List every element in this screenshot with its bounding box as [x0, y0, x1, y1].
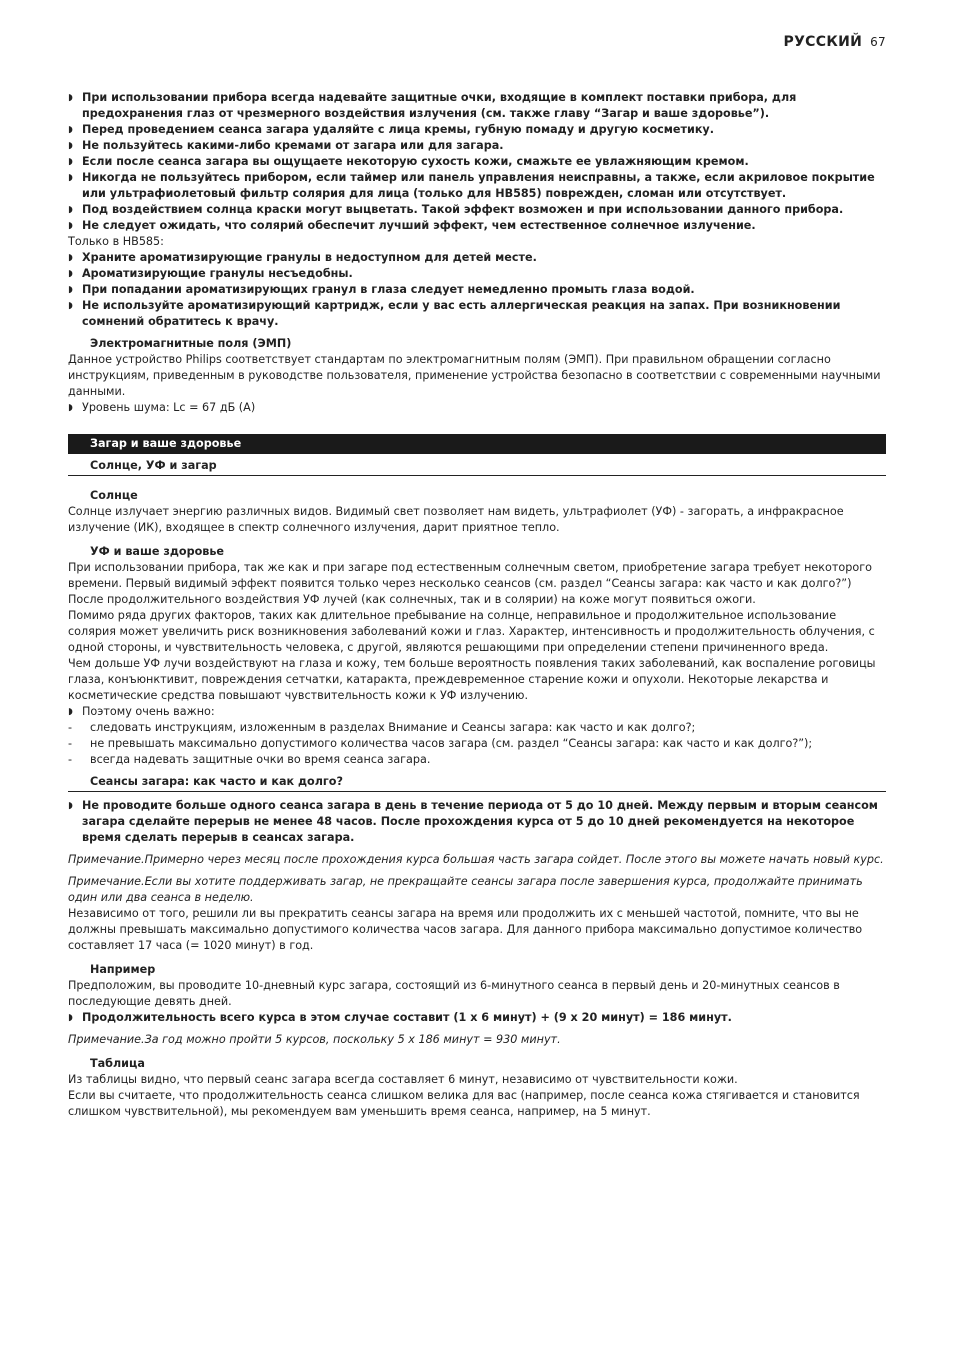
list-item: ◗ Храните ароматизирующие гранулы в недоступном для детей месте. — [68, 251, 537, 264]
list-item: ◗ Никогда не пользуйтесь прибором, если таймер или панель управления неисправны, а также, если акриловое покрытие или ультрафиолетовый фильтр солярия для лица (только для HB585) поврежден, сломан или отсутствует. — [68, 171, 875, 200]
list-item: ◗ Не используйте ароматизирующий картридж, если у вас есть аллергическая реакция на запах. При возникновении сомнений обратитесь к врачу. — [68, 299, 841, 328]
header-title: РУССКИЙ — [783, 34, 863, 50]
list-item: ◗ Если после сеанса загара вы ощущаете некоторую сухость кожи, смажьте ее увлажняющим кремом. — [68, 155, 749, 168]
bullet-icon: ◗ — [68, 173, 73, 183]
noise-item: ◗ Уровень шума: Lc = 67 дБ (A) — [68, 401, 256, 414]
page-number: 67 — [870, 35, 886, 49]
note: Примечание.Примерно через месяц после прохождения курса большая часть загара сойдет. После этого вы можете начать новый курс. — [68, 853, 884, 866]
page-body — [68, 30, 886, 1120]
note: Примечание.За год можно пройти 5 курсов, поскольку 5 x 186 минут = 930 минут. — [68, 1033, 561, 1046]
sessions-text: Независимо от того, решили ли вы прекратить сеансы загара на время или продолжить их с меньшей частотой, помните, что вы не должны превышать максимально допустимого количества часов загара. Для данного прибора максимально допустимое количество составляет 17 часа (= 1020 минут) в год. — [68, 907, 863, 952]
table-p2: Если вы считаете, что продолжительность сеанса слишком велика для вас (например, после сеанса кожа стягивается и становится слишком чувствительной), мы рекомендуем вам уменьшить время сеанса, например, на 5 минут. — [68, 1089, 860, 1118]
only-hb585-label: Только в HB585: — [68, 235, 164, 248]
uv-p2: После продолжительного воздействия УФ лучей (как солнечных, так и в солярии) на коже могут появиться ожоги. — [68, 593, 756, 606]
subsection-heading: Сеансы загара: как часто и как долго? — [68, 774, 886, 792]
bullet-icon: ◗ — [68, 301, 73, 311]
subsection-heading: Солнце, УФ и загар — [68, 458, 886, 476]
bullet-icon: ◗ — [68, 253, 73, 263]
list-item: ◗ Поэтому очень важно: — [68, 705, 215, 718]
uv-p1: При использовании прибора, так же как и при загаре под естественным солнечным светом, приобретение загара требует некоторого времени. Первый видимый эффект появится только через несколько сеансов (см. раздел “Сеансы загара: как часто и как долго?”) — [68, 561, 872, 590]
list-item: ◗ При попадании ароматизирующих гранул в глаза следует немедленно промыть глаза водой. — [68, 283, 695, 296]
bullet-icon: ◗ — [68, 157, 73, 167]
table-heading: Таблица — [90, 1057, 145, 1070]
bullet-icon: ◗ — [68, 403, 73, 413]
dash-item: - следовать инструкциям, изложенным в разделах Внимание и Сеансы загара: как часто и как долго?; — [68, 721, 696, 734]
bullet-icon: ◗ — [68, 141, 73, 151]
list-item: ◗ Не следует ожидать, что солярий обеспечит лучший эффект, чем естественное солнечное излучение. — [68, 219, 756, 232]
bullet-icon: ◗ — [68, 269, 73, 279]
list-item: ◗ Продолжительность всего курса в этом случае составит (1 x 6 минут) + (9 x 20 минут) = 186 минут. — [68, 1011, 732, 1024]
example-heading: Например — [90, 963, 156, 976]
dash-item: - не превышать максимально допустимого количества часов загара (см. раздел “Сеансы загара: как часто и как долго?”); — [68, 737, 813, 750]
table-p1: Из таблицы видно, что первый сеанс загара всегда составляет 6 минут, независимо от чувствительности кожи. — [68, 1073, 738, 1086]
uv-p4: Чем дольше УФ лучи воздействуют на глаза и кожу, тем больше вероятность появления таких заболеваний, как воспаление роговицы глаза, конъюнктивит, повреждения сетчатки, катаракта, преждевременное старение кожи и опухоли. Некоторые лекарства и косметические средства повышают чувствительность кожи к УФ излучению. — [68, 657, 876, 702]
bullet-icon: ◗ — [68, 801, 73, 811]
list-item: ◗ Перед проведением сеанса загара удаляйте с лица кремы, губную помаду и другую косметику. — [68, 123, 714, 136]
emf-heading: Электромагнитные поля (ЭМП) — [90, 337, 292, 350]
list-item: ◗ Ароматизирующие гранулы несъедобны. — [68, 267, 353, 280]
note: Примечание.Если вы хотите поддерживать загар, не прекращайте сеансы загара после завершения курса, продолжайте принимать один или два сеанса в неделю. — [68, 875, 863, 904]
bullet-icon: ◗ — [68, 707, 73, 717]
uv-p3: Помимо ряда других факторов, таких как длительное пребывание на солнце, неправильное и продолжительное использование солярия может увеличить риск возникновения заболеваний кожи и глаз. Характер, интенсивность и продолжительность облучения, с одной стороны, и чувствительность человека, с другой, являются решающими при определении степени причиненного вреда. — [68, 609, 875, 654]
example-text: Предположим, вы проводите 10-дневный курс загара, состоящий из 6-минутного сеанса в первый день и 20-минутных сеансов в последующие девять дней. — [68, 979, 840, 1008]
list-item: ◗ Не проводите больше одного сеанса загара в день в течение периода от 5 до 10 дней. Между первым и вторым сеансом загара сделайте перерыв не менее 48 часов. После прохождения курса от 5 до 10 дней рекомендуется на некоторое время сделать перерыв в сеансах загара. — [68, 799, 878, 844]
uv-heading: УФ и ваше здоровье — [90, 545, 224, 558]
list-item: ◗ Не пользуйтесь какими-либо кремами от загара или для загара. — [68, 139, 504, 152]
bullet-icon: ◗ — [68, 125, 73, 135]
sun-text: Солнце излучает энергию различных видов. Видимый свет позволяет нам видеть, ультрафиолет (УФ) - загорать, а инфракрасное излучение (ИК), входящее в спектр солнечного излучения, дарит приятное тепло. — [68, 505, 844, 534]
bullet-icon: ◗ — [68, 221, 73, 231]
dash-item: - всегда надевать защитные очки во время сеанса загара. — [68, 753, 431, 766]
bullet-icon: ◗ — [68, 285, 73, 295]
bullet-icon: ◗ — [68, 93, 73, 103]
section-bar: Загар и ваше здоровье — [68, 434, 886, 454]
list-item: ◗ Под воздействием солнца краски могут выцветать. Такой эффект возможен и при использовании данного прибора. — [68, 203, 844, 216]
list-item: ◗ При использовании прибора всегда надевайте защитные очки, входящие в комплект поставки прибора, для предохранения глаз от чрезмерного воздействия излучения (см. также главу “Загар и ваше здоровье”). — [68, 91, 797, 120]
bullet-icon: ◗ — [68, 205, 73, 215]
emf-text: Данное устройство Philips соответствует стандартам по электромагнитным полям (ЭМП). При правильном обращении согласно инструкциям, приведенным в руководстве пользователя, применение устройства безопасно в соответствии с современными научными данными. — [68, 353, 881, 398]
sun-heading: Солнце — [90, 489, 138, 502]
bullet-icon: ◗ — [68, 1013, 73, 1023]
